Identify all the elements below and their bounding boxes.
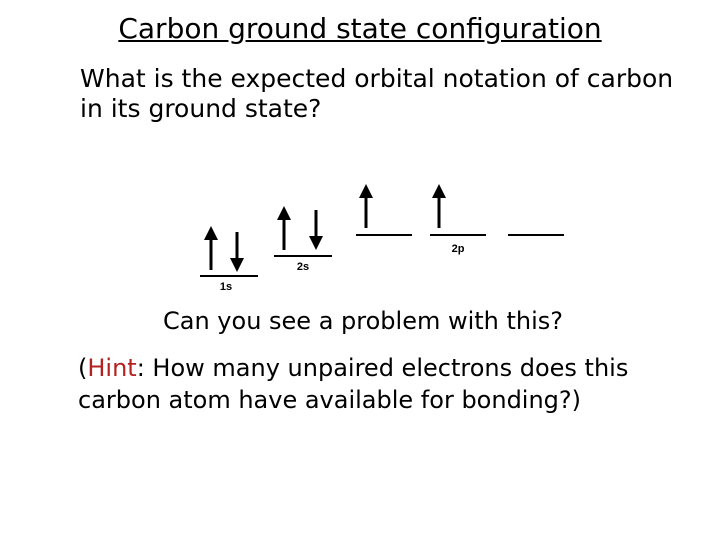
hint-paragraph — [78, 352, 718, 416]
orbital-diagram — [190, 176, 580, 300]
question-text: What is the expected orbital notation of carbon in its ground state? — [80, 64, 674, 123]
sublevel-label-2s: 2s — [296, 261, 310, 273]
hint-label: Hint — [87, 354, 137, 382]
electron-up-arrow — [359, 184, 373, 228]
electron-up-arrow — [432, 184, 446, 228]
problem-text: Can you see a problem with this? — [163, 307, 564, 335]
slide-title: Carbon ground state configuration — [118, 12, 602, 45]
sublevel-label-2p: 2p — [451, 243, 465, 255]
electron-down-arrow — [230, 232, 244, 272]
orbital-diagram-svg — [190, 176, 580, 300]
electron-down-arrow — [309, 210, 323, 250]
sublevel-label-1s: 1s — [219, 281, 233, 293]
hint-open-paren: ( — [78, 354, 88, 382]
electron-up-arrow — [277, 206, 291, 250]
electron-up-arrow — [204, 226, 218, 270]
hint-text: : How many unpaired electrons does this carbon atom have available for bonding?) — [78, 354, 629, 414]
